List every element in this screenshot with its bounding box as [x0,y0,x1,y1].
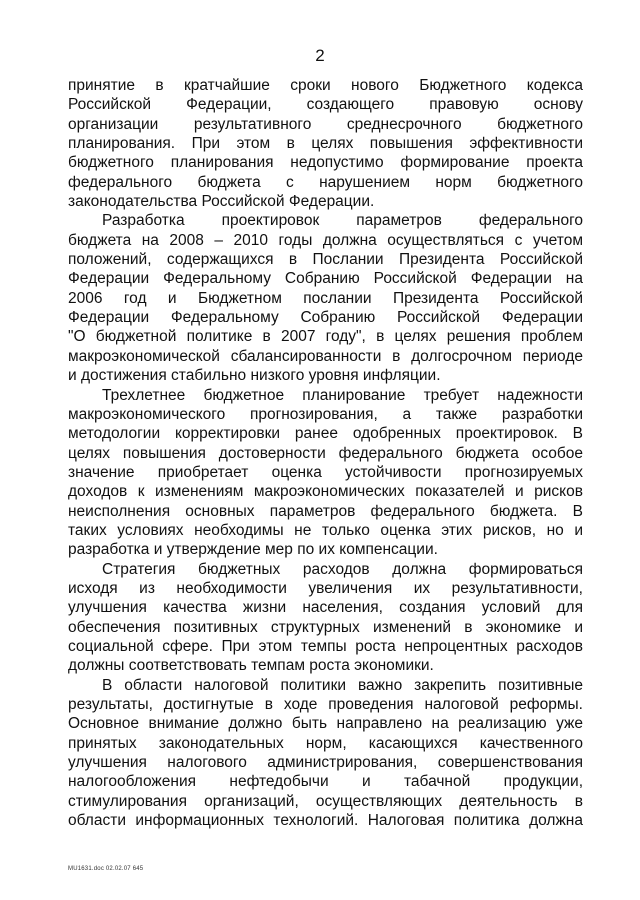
text-line: области информационных технологий. Налоговая политика должна [68,812,583,830]
text-line: бюджетного планирования недопустимо формирование проекта [68,154,583,172]
document-body [68,76,583,830]
text-line: Российской Федерации, создающего правовую основу [68,96,583,114]
text-line: разработка и утверждение мер по их компенсации. [68,541,438,559]
text-line: "О бюджетной политике в 2007 году", в целях решения проблем [68,328,583,346]
text-line: таких условиях необходимы не только оценка этих рисков, но и [68,521,583,539]
paragraph [68,676,583,831]
paragraph [68,211,583,385]
text-line: Федерации Федеральному Собранию Российской Федерации на [68,270,583,288]
text-line: макроэкономической сбалансированности в долгосрочном периоде [68,347,583,365]
text-line: законодательства Российской Федерации. [68,193,375,211]
text-line: улучшения качества жизни населения, создания условий для [68,599,583,617]
text-line: Федерации Федеральному Собранию Российской Федерации [68,309,583,327]
text-line: налогообложения нефтедобычи и табачной продукции, [68,773,583,791]
text-line: принятие в кратчайшие сроки нового Бюджетного кодекса [68,77,583,94]
text-line: Стратегия бюджетных расходов должна формироваться [102,560,583,578]
text-line: обеспечения позитивных структурных изменений в экономике и [68,618,583,636]
text-line: планирования. При этом в целях повышения эффективности [68,135,583,153]
text-line: социальной сфере. При этом темпы роста непроцентных расходов [68,637,583,655]
text-line: результаты, достигнутые в ходе проведения налоговой реформы. [68,696,583,713]
text-line: и достижения стабильно низкого уровня инфляции. [68,367,441,385]
text-line: федерального бюджета с нарушением норм бюджетного [68,173,583,191]
text-line: исходя из необходимости увеличения их результативности, [68,579,583,597]
text-line: Разработка проектировок параметров федерального [102,212,583,230]
text-line: значение приобретает оценка устойчивости прогнозируемых [68,463,583,481]
footer-file-info: MU1631.doc 02.02.07 645 [68,866,144,872]
text-line: 2006 год и Бюджетном послании Президента Российской [68,289,583,307]
text-line: улучшения налогового администрирования, совершенствования [68,754,583,772]
paragraph [68,560,583,676]
text-line: В области налоговой политики важно закрепить позитивные [102,676,583,694]
text-line: доходов к изменениям макроэкономических показателей и рисков [68,483,583,501]
text-line: методологии корректировки ранее одобренных проектировок. В [68,425,583,443]
text-line: неисполнения основных параметров федерального бюджета. В [68,502,583,520]
text-line: целях повышения достоверности федерального бюджета особое [68,444,583,462]
paragraph [68,76,583,211]
text-line: Основное внимание должно быть направлено на реализацию уже [68,715,583,733]
text-line: макроэкономического прогнозирования, а также разработки [68,405,583,423]
text-line: бюджета на 2008 – 2010 годы должна осуществляться с учетом [68,231,583,249]
page-number: 2 [315,46,325,65]
text-line: положений, содержащихся в Послании Президента Российской [68,251,583,269]
text-line: Трехлетнее бюджетное планирование требует надежности [102,386,583,404]
text-line: стимулирования организаций, осуществляющих деятельность в [68,792,583,810]
text-line: должны соответствовать темпам роста экономики. [68,657,434,675]
text-line: организации результативного среднесрочного бюджетного [68,115,583,133]
paragraph [68,386,583,560]
text-line: принятых законодательных норм, касающихся качественного [68,734,583,752]
